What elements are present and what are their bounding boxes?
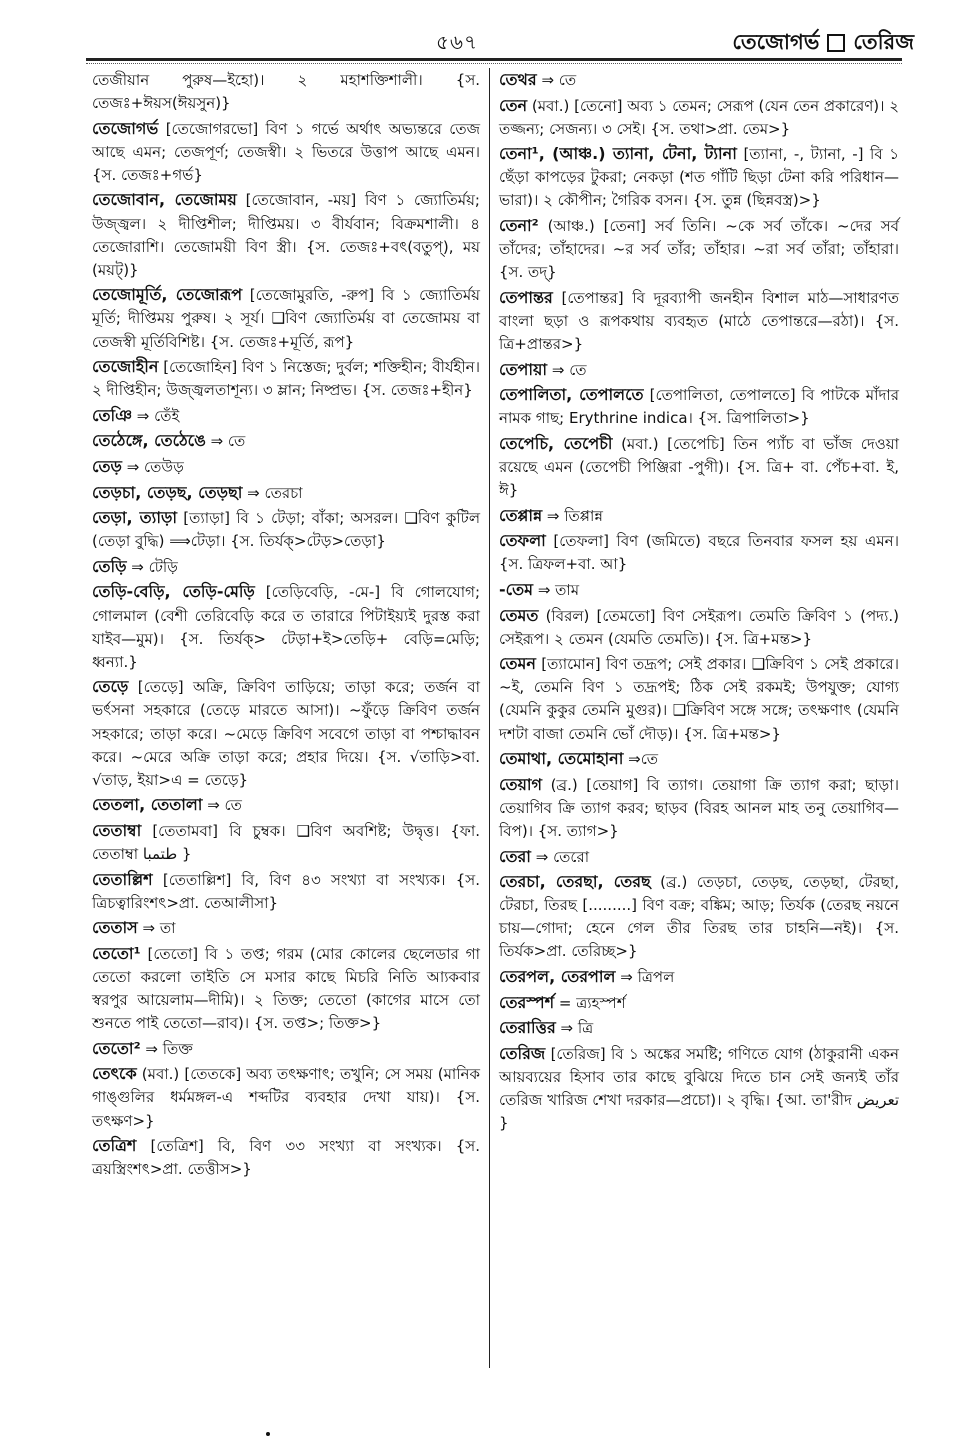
dictionary-entry (92, 1134, 480, 1181)
entry-definition: = ত্র্যহস্পর্শ (558, 993, 626, 1012)
dictionary-entry (92, 1037, 480, 1061)
dictionary-entry (499, 1042, 899, 1135)
dictionary-entry (499, 965, 899, 989)
entry-headword: তেঠেঙ্গে, তেঠেঙে (92, 431, 206, 451)
dictionary-entry (499, 1016, 899, 1040)
entry-headword: তেথর (499, 70, 537, 89)
entry-headword: তেরিজ (499, 1043, 546, 1063)
entry-headword: তেতো² (92, 1038, 141, 1058)
entry-definition: ⇒ ত্রি (560, 1019, 594, 1038)
dictionary-entry (92, 355, 480, 402)
entry-definition: (আঞ্চ.) [তেনা] সর্ব তিনি। ~কে সর্ব তাঁকে। ~দের সর্ব তাঁদের; তাঁহাদের। ~র সর্ব তাঁর; তাঁহার। ~রা সর্ব তাঁরা; তাঁহারা। {স. তদ্} (499, 217, 899, 282)
entry-headword: তেৎকে (92, 1064, 137, 1084)
page-footer-mark (266, 1432, 270, 1436)
entry-definition: [তেপান্তর] বি দূরব্যাপী জনহীন বিশাল মাঠ—সাধারণত বাংলা ছড়া ও রূপকথায় ব্যবহৃত (মাঠে তেপান্তরে—রঠা)। {স. ত্রি+প্রান্তর>} (499, 288, 899, 354)
header-rule-dotted (86, 63, 902, 64)
dictionary-entry (92, 916, 480, 940)
dictionary-entry (92, 283, 480, 353)
entry-headword: তেরপল, তেরপাল (499, 966, 616, 986)
entry-headword: তেতাস (92, 918, 138, 938)
left-column (92, 68, 480, 1183)
dictionary-entry (499, 870, 899, 963)
dictionary-entry (499, 652, 899, 745)
entry-headword: তেড়চা, তেড়ছ, তেড়ছা (92, 482, 243, 502)
entry-definition: ⇒ ত্রিপল (620, 967, 675, 986)
entry-definition: [তেজোহিন] বিণ ১ নিস্তেজ; দুর্বল; শক্তিহীন; বীর্যহীন। ২ দীপ্তিহীন; উজ্জ্বলতাশূন্য। ৩ ম্লান; নিষ্প্রভ। {স. তেজঃ+হীন} (92, 358, 480, 400)
dictionary-entry (92, 819, 480, 866)
entry-headword: তেতলা, তেতালা (92, 795, 203, 815)
dictionary-entry (92, 868, 480, 915)
entry-definition: ⇒তে (628, 750, 659, 769)
entry-headword: তেড় (92, 457, 122, 476)
entry-definition: ⇒ তিক্ত (145, 1039, 193, 1058)
dictionary-entry (499, 845, 899, 869)
entry-definition: ⇒ তেঁই (136, 406, 180, 425)
entry-definition: ⇒ তেরো (535, 847, 590, 866)
entry-definition: [তেতাল্লিশ] বি, বিণ ৪৩ সংখ্যা বা সংখ্যক। {স. ত্রিচত্বারিংশৎ>প্রা. তেআলীসা} (92, 870, 480, 912)
entry-headword: তেরস্পর্শ (499, 992, 555, 1012)
dictionary-entry (92, 404, 480, 428)
running-header-first-word: তেজোগর্ভ (732, 30, 820, 54)
entry-headword: তেনা² (499, 216, 539, 236)
dictionary-entry (92, 942, 480, 1035)
entry-definition: [তেড়ে] অক্রি, ক্রিবিণ তাড়িয়ে; তাড়া করে; তর্জন বা ভর্ৎসনা সহকারে (তেড়ে মারতে আসা)। ~ফুঁড়ে ক্রিবিণ তর্জন সহকারে; তাড়া করে। ~মেড়ে ক্রিবিণ সবেগে তাড়া বা পশ্চাদ্ধাবন করে। ~মেরে অক্রি তাড়া করে; প্রহার দিয়ে। {স. √তাড়ি>বা. √তাড়, ইয়া>এ = তেড়ে} (92, 678, 480, 789)
dictionary-entry (499, 773, 899, 843)
entry-headword: তেড়ি (92, 556, 127, 576)
column-divider (489, 68, 490, 1368)
dictionary-entry (92, 455, 480, 479)
dictionary-entry (92, 506, 480, 553)
dictionary-entry (92, 555, 480, 579)
entry-definition: ⇒ তেউড় (126, 458, 184, 476)
entry-headword: তেড়া, ত্যাড়া (92, 508, 178, 528)
entry-headword: তেত্রিশ (92, 1136, 137, 1156)
entry-definition: (মবা.) [তেপেচি] তিন প্যাঁচ বা ভাঁজ দেওয়া রয়েছে এমন (তেপেচী পিঞ্জিরা -পুগী)। {স. ত্রি+ বা. পেঁচ+বা. ই, ঈ} (499, 434, 899, 500)
page-number: ৫৬৭ (436, 30, 478, 54)
entry-headword: তেতো¹ (92, 943, 141, 963)
entry-definition: [তেরিজ] বি ১ অঙ্কের সমষ্টি; গণিতে যোগ (ঠাকুরানী একন আয়ব্যয়ের হিসাব তার কাছে বুঝিয়ে দিতে চান সেই জন্যই তাঁর তেরিজ খারিজ শেখা দরকার—প্রচো)। ২ বৃদ্ধি। {আ. তা'রীদ تعريض } (499, 1044, 899, 1133)
entry-definition: (মবা.) [তেনো] অব্য ১ তেমন; সেরূপ (যেন তেন প্রকারেণ)। ২ তজ্জন্য; সেজন্য। ৩ সেই। {স. তথা>প্রা. তেম>} (499, 96, 900, 138)
dictionary-entry (499, 504, 899, 528)
entry-definition: ⇒ তে (210, 432, 246, 451)
entry-definition: [তেতামবা] বি চুম্বক। ❑বিণ অবশিষ্ট; উদ্বৃত্ত। {ফা. তেতাম্বা طتمبا } (92, 821, 480, 863)
dictionary-entry (92, 68, 480, 115)
entry-headword: তেজোগর্ভ (92, 118, 159, 138)
entry-definition: ⇒ তা (142, 919, 176, 938)
entry-definition: ⇒ টেড়ি (131, 557, 178, 576)
entry-headword: তেরচা, তেরছা, তেরছ (499, 872, 651, 892)
entry-definition: [ত্যাড়া] বি ১ টেড়া; বাঁকা; অসরল। ❑বিণ কুটিল (তেড়া বুদ্ধি) ⟹টেড়া। {স. তির্যক্>টেড়>তেড়া} (92, 509, 480, 551)
entry-headword: তেপালিতা, তেপালতে (499, 385, 644, 405)
entry-definition: ⇒ তে (551, 360, 587, 379)
entry-headword: তেপেচি, তেপেচী (499, 433, 613, 453)
entry-headword: তেপান্তর (499, 287, 553, 307)
entry-definition: (ব্র.) [তেয়াগ] বি ত্যাগ। তেয়াগা ক্রি ত্যাগ করা; ছাড়া। তেয়াগিব ক্রি ত্যাগ করব; ছাড়ব (বিরহ আনল মাহ তনু তেয়াগিব—বিপ)। {স. ত্যাগ>} (499, 775, 899, 840)
entry-definition: তেজীয়ান পুরুষ—ইহো)। ২ মহাশক্তিশালী। {স. তেজঃ+ঈয়স(ঈয়সুন)} (92, 71, 480, 113)
entry-headword: তেরা (499, 846, 531, 866)
dictionary-entry (92, 580, 480, 673)
dictionary-entry (499, 142, 899, 212)
dictionary-entry (499, 214, 899, 284)
entry-definition: ⇒ তে (541, 71, 577, 89)
dictionary-entry (92, 793, 480, 817)
entry-definition: (বিরল) [তেমতো] বিণ সেইরূপ। তেমতি ক্রিবিণ ১ (পদ্য.) সেইরূপ। ২ তেমন (যেমতি তেমতি)। {স. ত্রি+মন্ত>} (499, 606, 899, 648)
entry-definition: [তেতো] বি ১ তপ্ত; গরম (মোর কোলের ছেলেডার গা তেতো করলো তাইতি সে মসার কাছে মিচরি নিতি আ্যকবার স্বরপুর আয়েলাম—দীমি)। ২ তিক্ত; তেতো (কাগের মাসে তো শুনতে পাই তেতো—রাব)। {স. তপ্ত>; তিক্ত>} (92, 944, 480, 1033)
entry-definition: [ত্যামোন] বিণ তদ্রূপ; সেই প্রকার। ❑ক্রিবিণ ১ সেই প্রকারে। ~ই, তেমনি বিণ ১ তদ্রূপই; ঠিক সেই রকমই; উপযুক্ত; যোগ্য (যেমনি কুকুর তেমনি মুগুর)। ❑ক্রিবিণ সঙ্গে সঙ্গে; তৎক্ষণাৎ (যেমনি দশটা বাজা তেমনি ভোঁ দৌড়)। {স. ত্রি+মন্ত>} (499, 655, 899, 743)
entry-headword: তেজোমূর্তি, তেজোরূপ (92, 285, 243, 305)
dictionary-entry (499, 94, 899, 141)
dictionary-entry (499, 604, 899, 651)
entry-definition: ⇒ তাম (537, 580, 580, 599)
entry-headword: -তেম (499, 579, 534, 599)
entry-headword: তেয়াগ (499, 774, 543, 794)
dictionary-entry (499, 68, 899, 92)
entry-headword: তেতাম্বা (92, 820, 142, 840)
dictionary-entry (92, 481, 480, 505)
entry-headword: তেরাত্তির (499, 1018, 556, 1038)
entry-headword: তেমন (499, 654, 536, 674)
entry-headword: তেড়ে (92, 677, 129, 697)
running-header-last-word: তেরিজ (853, 30, 914, 54)
entry-headword: তেঞি (92, 405, 132, 425)
entry-definition: [তেফলা] বিণ (জমিতে) বছরে তিনবার ফসল হয় এমন। {স. ত্রিফল+বা. আ} (499, 532, 899, 574)
entry-headword: তেনা¹, (আঞ্চ.) ত্যানা, টেনা, ট্যানা (499, 144, 737, 164)
entry-definition: [তেড়িবেড়ি, -মে-] বি গোলযোগ; গোলমাল (বেশী তেরিবেড়ি করে ত তারারে পিটাইয়্যই দুরস্ত করা যাইব—মুম)। {স. তির্যক্> টেড়া+ই>তেড়ি+ বেড়ি=মেড়ি; ধ্বন্যা.} (92, 583, 480, 671)
entry-definition: [তেজোবান, -ময়] বিণ ১ জ্যোতির্ময়; উজ্জ্বল। ২ দীপ্তিশীল; দীপ্তিময়। ৩ বীর্যবান; বিক্রমশালী। ৪ তেজোরাশি। তেজোময়ী বিণ স্ত্রী। {স. তেজঃ+বৎ(বতুপ্), ময় (ময়ট্)} (92, 191, 480, 279)
dictionary-entry (499, 286, 899, 356)
entry-definition: ⇒ তেরচা (247, 483, 303, 502)
entry-definition: [ত্যানা, -, ট্যানা, -] বি ১ ছেঁড়া কাপড়ের টুকরা; নেকড়া (শত গাঁটি ছিড়া টেনা করি পরিধান—ভারা)। ২ কৌপীন; গৈরিক বসন। {স. তুন্ন (ছিন্নবস্ত্র)>} (499, 145, 900, 210)
dictionary-entry (499, 432, 899, 502)
dictionary-entry (92, 188, 480, 281)
square-separator-icon (827, 34, 845, 52)
entry-definition: ⇒ তিপ্পান্ন (546, 506, 603, 525)
entry-headword: তেমত (499, 605, 539, 625)
entry-definition: [তেত্রিশ] বি, বিণ ৩৩ সংখ্যা বা সংখ্যক। {স. ত্রয়স্ত্রিংশৎ>প্রা. তেত্তীস>} (92, 1137, 480, 1179)
entry-definition: [তেপালিতা, তেপালতে] বি পাটকে মাঁদার নামক গাছ; Erythrine indica। {স. ত্রিপালিতা>} (499, 386, 899, 428)
entry-headword: তেপ্পান্ন (499, 505, 543, 525)
entry-definition: (ব্র.) তেড়চা, তেড়ছ, তেড়ছা, টেরছা, টেরচা, তিরছ [.........] বিণ বক্র; বঙ্কিম; আড়; তির্যক (তেরছ নয়নে চায়—গোদা; হেনে গেল তীর তিরছ তার চাহনি—নই)। {স. তির্যক>প্রা. তেরিচ্ছ>} (499, 873, 900, 961)
entry-definition: (মবা.) [তেতকে] অব্য তৎক্ষণাৎ; তখুনি; সে সময় (মানিক গাঙ্গুলির ধর্মমঙ্গল-এ শব্দটির ব্যবহার দেখা যায়)। {স. তৎক্ষণ>} (92, 1065, 480, 1130)
dictionary-entry (499, 991, 899, 1015)
right-column (499, 68, 899, 1137)
dictionary-entry (92, 429, 480, 453)
entry-definition: [তেজোমুরতি, -রুপ] বি ১ জ্যোতির্ময় মূর্তি; দীপ্তিময় পুরুষ। ২ সূর্য। ❑বিণ জ্যোতির্ময় বা তেজোময় বা তেজস্বী মূর্তিবিশিষ্ট। {স. তেজঃ+মূর্তি, রূপ} (92, 286, 481, 351)
entry-headword: তেফলা (499, 531, 546, 551)
entry-headword: তেজোহীন (92, 357, 159, 377)
dictionary-entry (499, 383, 899, 430)
entry-headword: তেপায়া (499, 359, 548, 379)
dictionary-entry (92, 117, 480, 187)
entry-headword: তেড়ি-বেড়ি, তেড়ি-মেড়ি (92, 582, 255, 602)
dictionary-entry (92, 1062, 480, 1132)
entry-headword: তেন (499, 95, 528, 115)
entry-definition: ⇒ তে (207, 796, 242, 815)
entry-headword: তেতাল্লিশ (92, 869, 153, 889)
entry-headword: তেজোবান, তেজোময় (92, 190, 237, 210)
running-header (732, 26, 914, 61)
dictionary-entry (499, 529, 899, 576)
dictionary-entry (499, 747, 899, 771)
entry-headword: তেমাথা, তেমোহানা (499, 749, 624, 769)
dictionary-entry (499, 358, 899, 382)
dictionary-entry (499, 578, 899, 602)
entry-definition: [তেজোগরভো] বিণ ১ গর্ভে অর্থাৎ অভ্যন্তরে তেজ আছে এমন; তেজপূর্ণ; তেজস্বী। ২ ভিতরে উত্তাপ আছে এমন। {স. তেজঃ+গর্ভ} (92, 119, 480, 184)
dictionary-entry (92, 675, 480, 791)
header-rule (86, 58, 902, 61)
